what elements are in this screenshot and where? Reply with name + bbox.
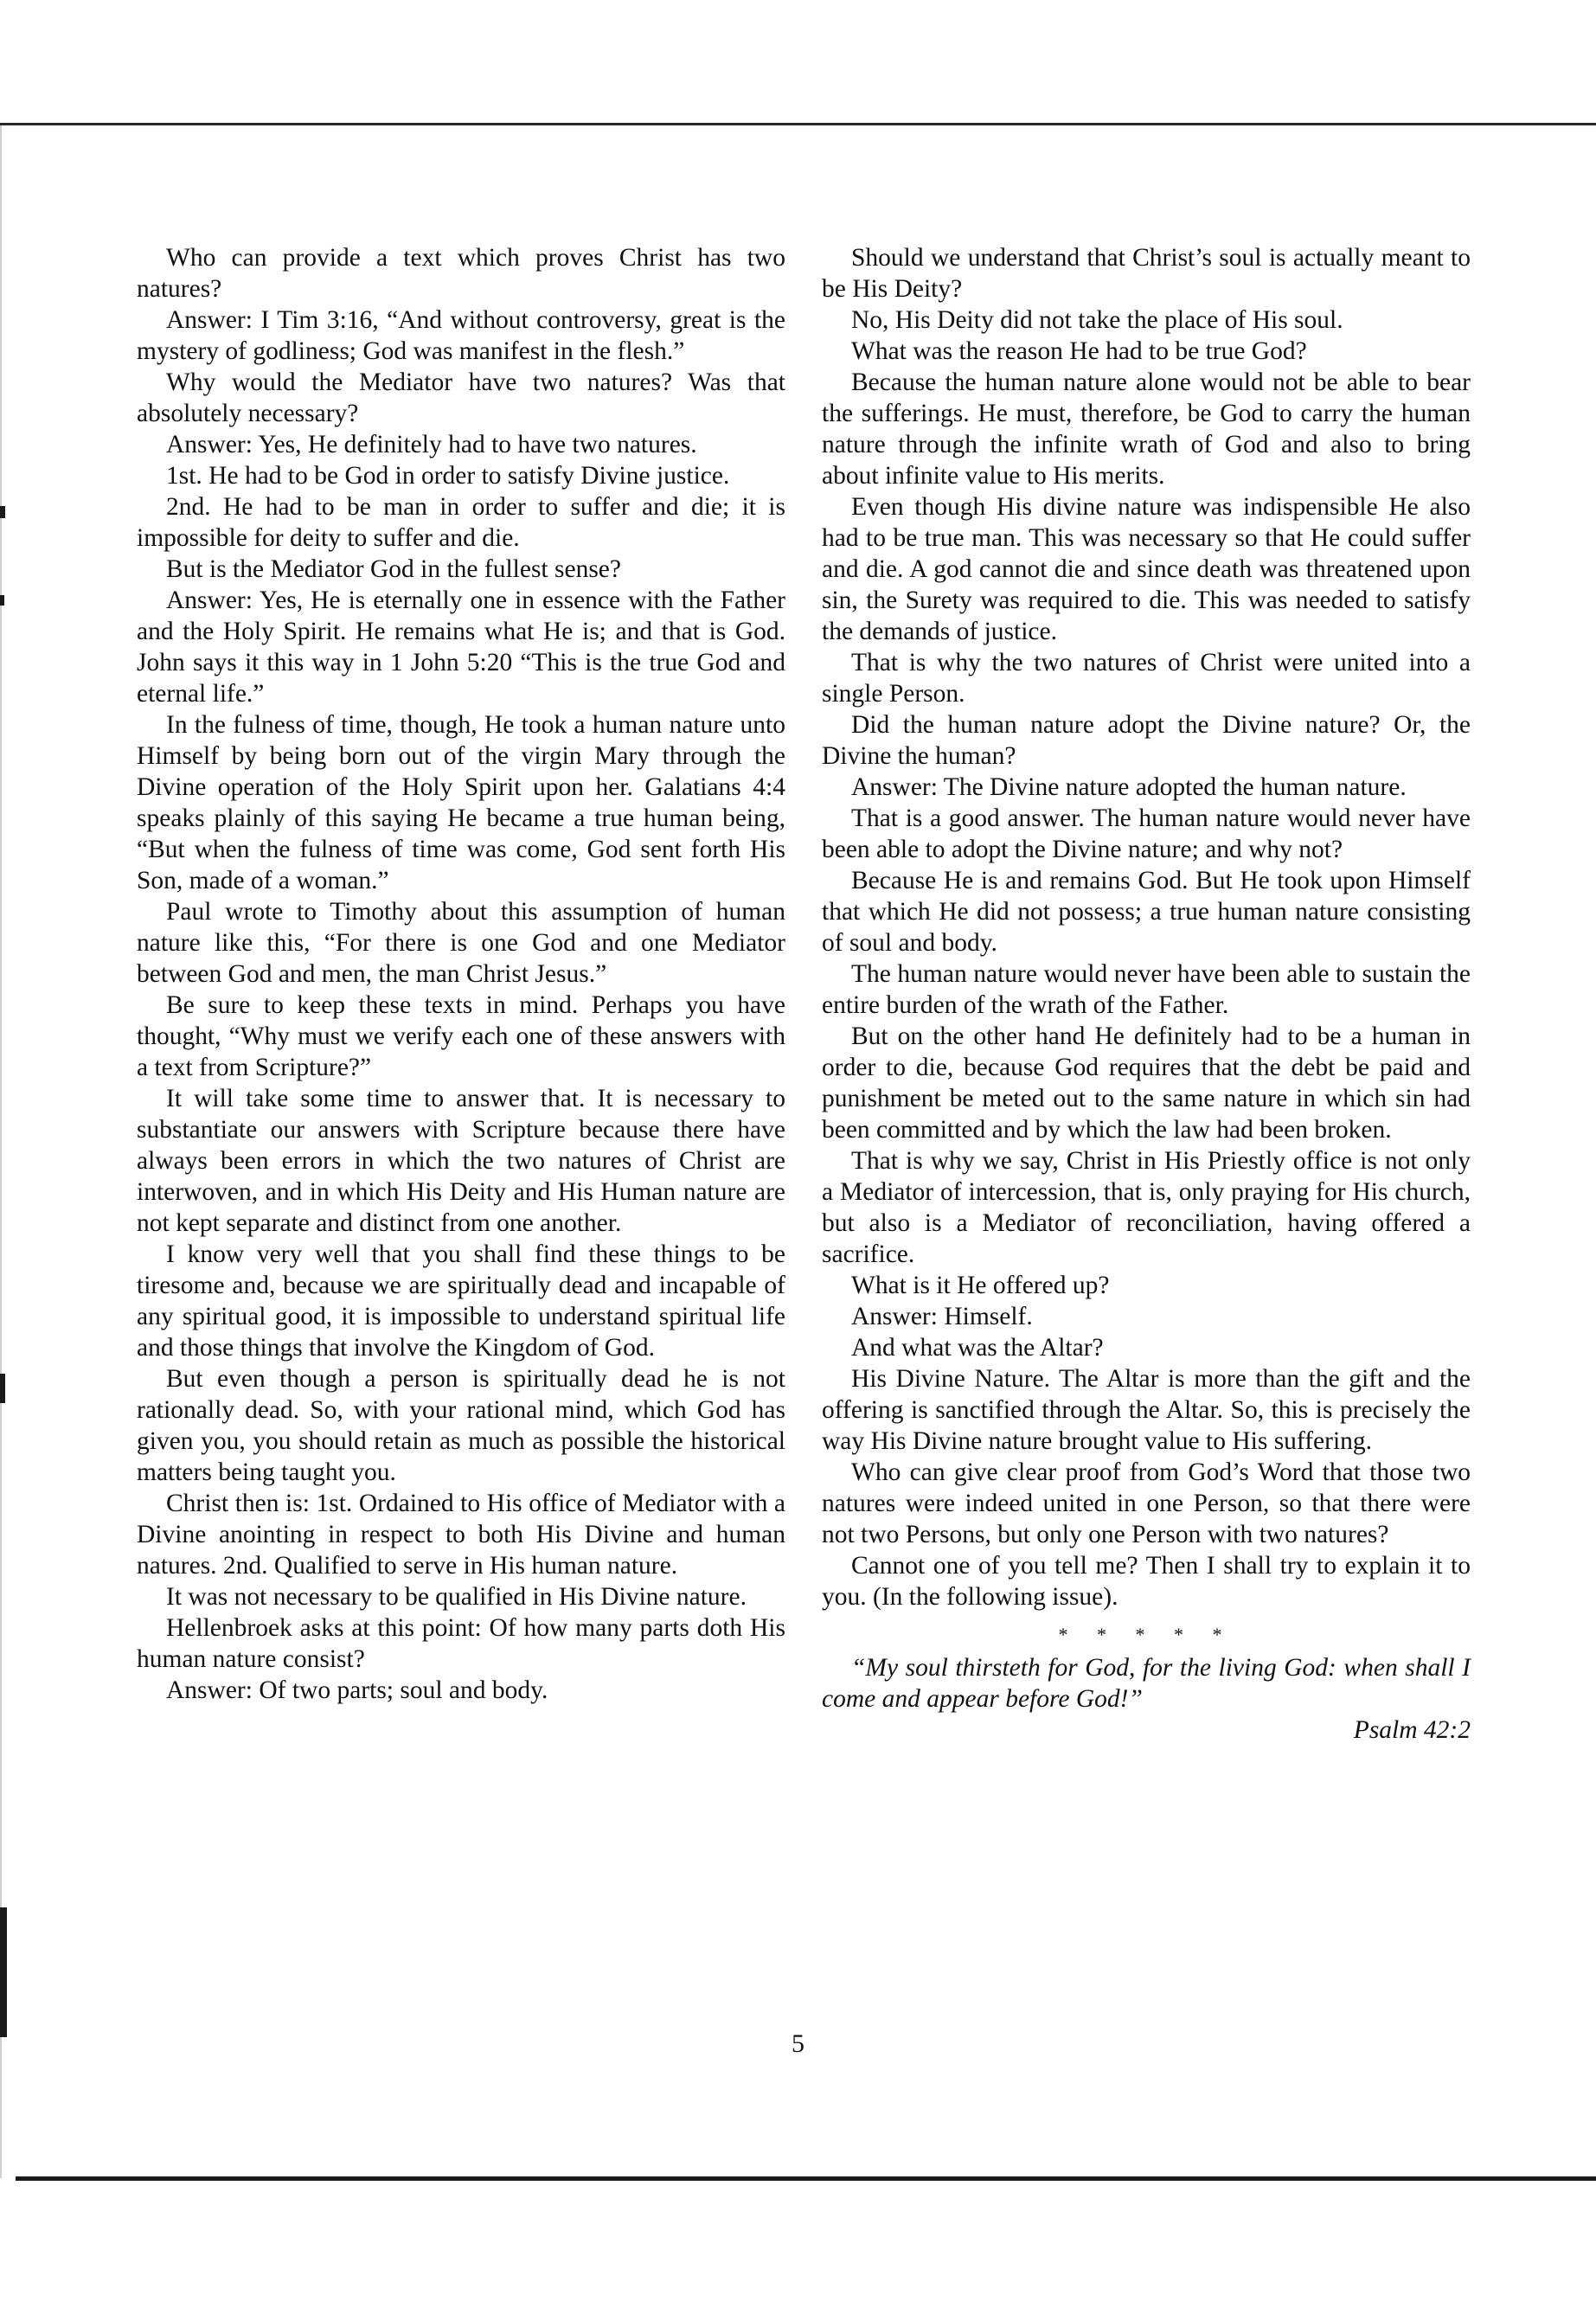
paragraph: It will take some time to answer that. It is necessary to substantiate our answers with Scripture because there have always been errors in which the two natures of Christ are interwoven, and in which His Deity and His Human nature are not kept separate and distinct from one another.: [137, 1085, 785, 1237]
paragraph: In the fulness of time, though, He took a human nature unto Himself by being born out of the virgin Mary through the Divine operation of the Holy Spirit upon her. Galatians 4:4 speaks plainly of this saying He became a true human being, “But when the fulness of time was come, God sent forth His Son, made of a woman.”: [137, 711, 785, 894]
paragraph: It was not necessary to be qualified in His Divine nature.: [166, 1583, 747, 1611]
scan-speck: [0, 595, 4, 606]
paragraph: But is the Mediator God in the fullest sense?: [166, 555, 621, 583]
paragraph: Christ then is: 1st. Ordained to His office of Mediator with a Divine anointing in respect to both His Divine and human natures. 2nd. Qualified to serve in His human nature.: [137, 1490, 785, 1580]
paragraph: Cannot one of you tell me? Then I shall try to explain it to you. (In the following issue).: [822, 1552, 1471, 1611]
paragraph: Who can provide a text which proves Christ has two natures?: [137, 244, 785, 303]
bottom-scan-border: [16, 2176, 1596, 2181]
left-scan-edge: [0, 125, 2, 2178]
paragraph: But even though a person is spiritually dead he is not rationally dead. So, with your rational mind, which God has given you, you should retain as much as possible the historical matters being taught you.: [137, 1365, 785, 1486]
paragraph: 2nd. He had to be man in order to suffer and die; it is impossible for deity to suffer and die.: [137, 493, 785, 552]
paragraph: And what was the Altar?: [851, 1334, 1104, 1362]
paragraph: I know very well that you shall find these things to be tiresome and, because we are spiritually dead and incapable of any spiritual good, it is impossible to understand spiritual life and those things that involve the Kingdom of God.: [137, 1240, 785, 1362]
left-text-column: [137, 242, 785, 1706]
right-text-column: [822, 242, 1471, 1746]
scan-binding-mark: [0, 1907, 7, 2037]
paragraph: Answer: Himself.: [851, 1303, 1033, 1330]
paragraph: What was the reason He had to be true God?: [851, 337, 1307, 365]
paragraph: Should we understand that Christ’s soul is actually meant to be His Deity?: [822, 244, 1471, 303]
paragraph: What is it He offered up?: [851, 1272, 1110, 1299]
paragraph: That is why the two natures of Christ were united into a single Person.: [822, 649, 1471, 708]
paragraph: Why would the Mediator have two natures? Was that absolutely necessary?: [137, 369, 785, 427]
paragraph: Answer: Of two parts; soul and body.: [166, 1676, 548, 1704]
paragraph: No, His Deity did not take the place of His soul.: [851, 306, 1343, 334]
paragraph: Even though His divine nature was indispensible He also had to be true man. This was necessary so that He could suffer and die. A god cannot die and since death was threatened upon sin, the Surety was required to die. This was needed to satisfy the demands of justice.: [822, 493, 1471, 645]
paragraph: Answer: The Divine nature adopted the human nature.: [851, 773, 1407, 801]
paragraph: That is why we say, Christ in His Priestly office is not only a Mediator of intercession, that is, only praying for His church, but also is a Mediator of reconciliation, having offered a sacrifice.: [822, 1147, 1471, 1268]
quote-citation: Psalm 42:2: [1353, 1716, 1471, 1744]
closing-quote: “My soul thirsteth for God, for the living God: when shall I come and appear before God!”: [822, 1654, 1471, 1713]
scan-speck: [0, 1374, 5, 1403]
paragraph: Paul wrote to Timothy about this assumption of human nature like this, “For there is one God and one Mediator between God and men, the man Christ Jesus.”: [137, 898, 785, 988]
paragraph: Be sure to keep these texts in mind. Perhaps you have thought, “Why must we verify each one of these answers with a text from Scripture?”: [137, 991, 785, 1081]
paragraph: Did the human nature adopt the Divine nature? Or, the Divine the human?: [822, 711, 1471, 770]
top-scan-border: [0, 123, 1596, 125]
section-separator: * * * * *: [1058, 1624, 1234, 1645]
paragraph: Because the human nature alone would not be able to bear the sufferings. He must, therefore, be God to carry the human nature through the infinite wrath of God and also to bring about infinite value to His merits.: [822, 369, 1471, 490]
scan-speck: [0, 506, 5, 518]
paragraph: Because He is and remains God. But He took upon Himself that which He did not possess; a true human nature consisting of soul and body.: [822, 867, 1471, 957]
paragraph: Answer: Yes, He definitely had to have two natures.: [166, 431, 697, 458]
paragraph: Answer: Yes, He is eternally one in essence with the Father and the Holy Spirit. He remains what He is; and that is God. John says it this way in 1 John 5:20 “This is the true God and eternal life.”: [137, 586, 785, 708]
page-number: 5: [792, 2029, 804, 2058]
paragraph: Answer: I Tim 3:16, “And without controversy, great is the mystery of godliness; God was manifest in the flesh.”: [137, 306, 785, 365]
paragraph: But on the other hand He definitely had to be a human in order to die, because God requires that the debt be paid and punishment be meted out to the same nature in which sin had been committed and by which the law had been broken.: [822, 1022, 1471, 1144]
paragraph: That is a good answer. The human nature would never have been able to adopt the Divine nature; and why not?: [822, 804, 1471, 863]
paragraph: The human nature would never have been able to sustain the entire burden of the wrath of the Father.: [822, 960, 1471, 1019]
paragraph: His Divine Nature. The Altar is more than the gift and the offering is sanctified through the Altar. So, this is precisely the way His Divine nature brought value to His suffering.: [822, 1365, 1471, 1455]
paragraph: 1st. He had to be God in order to satisfy Divine justice.: [166, 462, 730, 490]
paragraph: Who can give clear proof from God’s Word that those two natures were indeed united in one Person, so that there were not two Persons, but only one Person with two natures?: [822, 1458, 1471, 1548]
paragraph: Hellenbroek asks at this point: Of how many parts doth His human nature consist?: [137, 1614, 785, 1673]
